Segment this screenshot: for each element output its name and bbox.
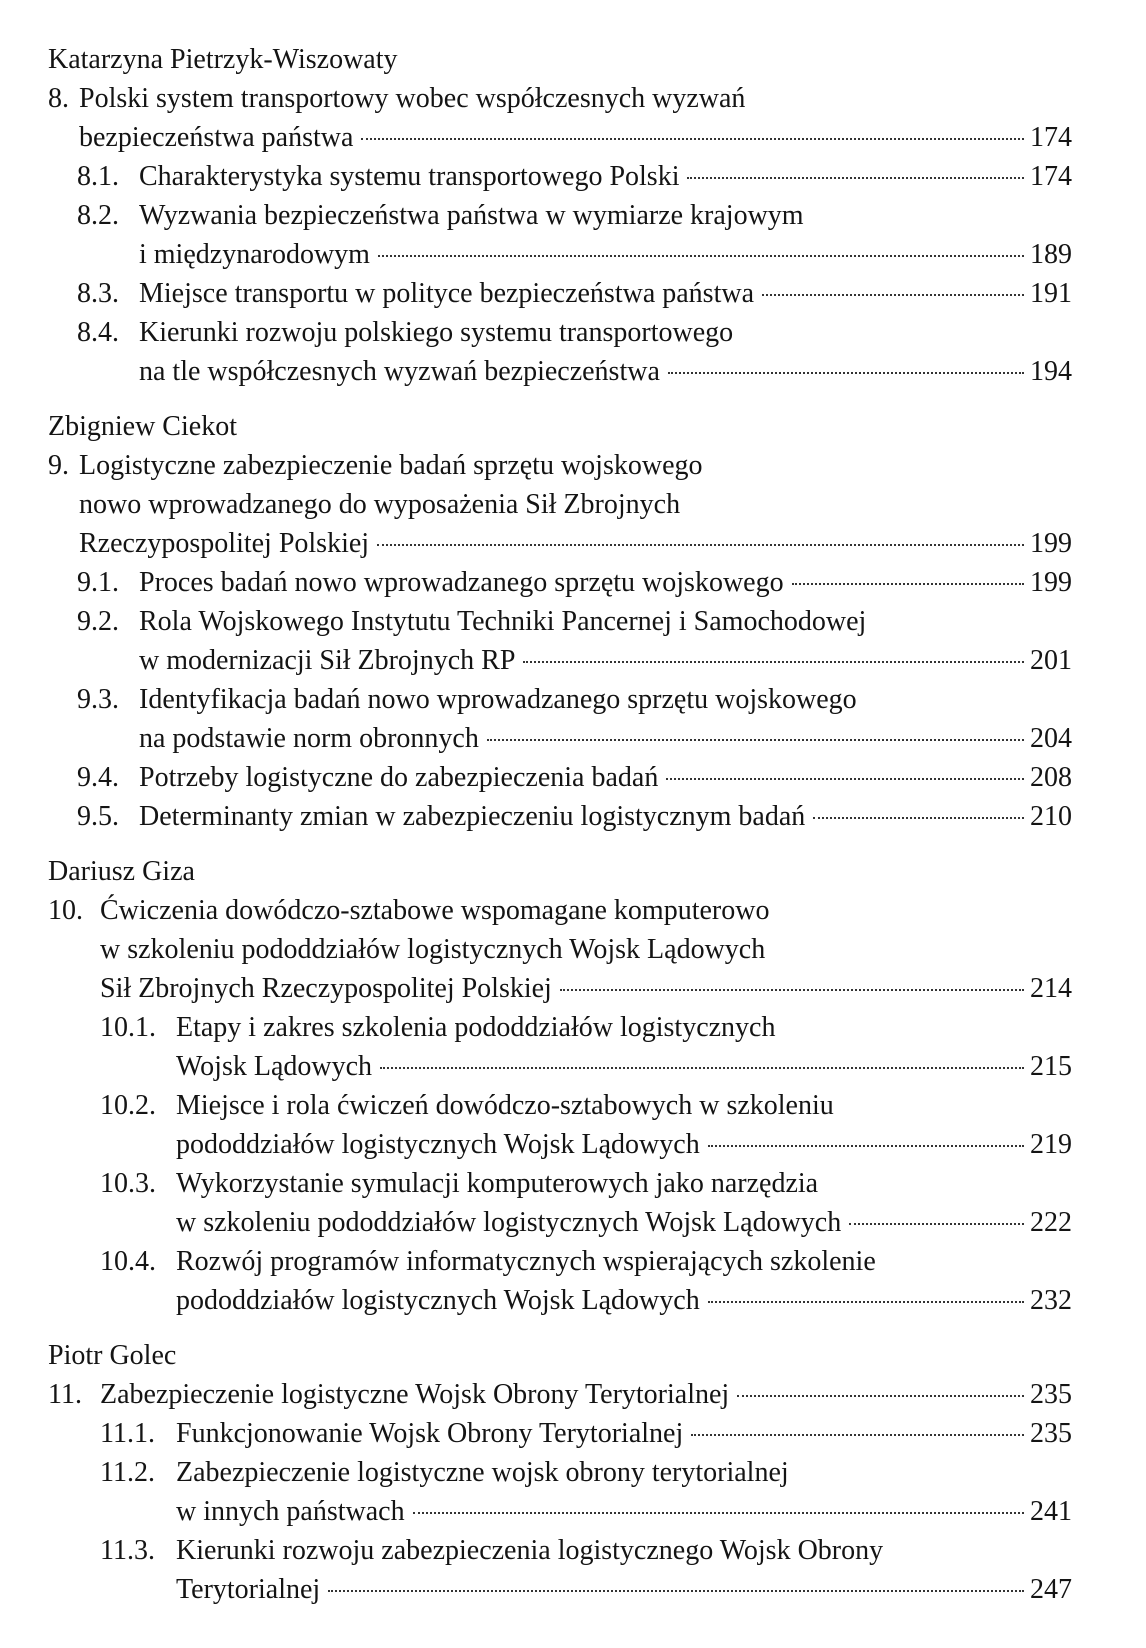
entry-number: 8. bbox=[48, 83, 69, 114]
entry-number: 10. bbox=[48, 895, 83, 926]
entry-title-line: Rzeczypospolitej Polskiej bbox=[79, 528, 370, 559]
dot-leader bbox=[737, 1395, 1024, 1397]
entry-title-line: Terytorialnej bbox=[176, 1574, 321, 1605]
page-number: 219 bbox=[1030, 1129, 1072, 1160]
entry-number: 8.1. bbox=[77, 161, 119, 192]
entry-number: 9.3. bbox=[77, 684, 119, 715]
entry-number: 9.1. bbox=[77, 567, 119, 598]
chapter-author: Piotr Golec bbox=[48, 1340, 177, 1371]
dot-leader bbox=[380, 1067, 1024, 1069]
entry-number: 9. bbox=[48, 450, 69, 481]
entry-title-line: Wojsk Lądowych bbox=[176, 1051, 373, 1082]
entry-title-line: Etapy i zakres szkolenia pododdziałów logistycznych bbox=[176, 1012, 776, 1043]
entry-title-line: Zabezpieczenie logistyczne wojsk obrony terytorialnej bbox=[176, 1457, 789, 1488]
entry-title-line: Determinanty zmian w zabezpieczeniu logistycznym badań bbox=[139, 801, 806, 832]
toc-subchapter-entry[interactable] bbox=[100, 1164, 1072, 1242]
chapter-author: Dariusz Giza bbox=[48, 856, 195, 887]
dot-leader bbox=[666, 778, 1024, 780]
page-number: 174 bbox=[1030, 161, 1072, 192]
entry-number: 9.4. bbox=[77, 762, 119, 793]
entry-title-line: Miejsce i rola ćwiczeń dowódczo-sztabowych w szkoleniu bbox=[176, 1090, 834, 1121]
entry-title-line: na tle współczesnych wyzwań bezpieczeństwa bbox=[139, 356, 660, 387]
entry-title-line: Logistyczne zabezpieczenie badań sprzętu wojskowego bbox=[79, 450, 703, 481]
toc-subchapter-entry[interactable] bbox=[100, 1086, 1072, 1164]
dot-leader bbox=[691, 1434, 1024, 1436]
entry-number: 9.5. bbox=[77, 801, 119, 832]
entry-number: 11.1. bbox=[100, 1418, 155, 1449]
dot-leader bbox=[708, 1145, 1024, 1147]
page-number: 189 bbox=[1030, 239, 1072, 270]
toc-subchapter-entry[interactable] bbox=[77, 602, 1072, 680]
entry-title-line: i międzynarodowym bbox=[139, 239, 370, 270]
dot-leader bbox=[560, 989, 1024, 991]
toc-section bbox=[48, 852, 1072, 1320]
page-number: 235 bbox=[1030, 1418, 1072, 1449]
page-number: 199 bbox=[1030, 567, 1072, 598]
toc-section bbox=[48, 1336, 1072, 1609]
entry-title-line: w innych państwach bbox=[176, 1496, 405, 1527]
dot-leader bbox=[328, 1590, 1024, 1592]
entry-number: 11. bbox=[48, 1379, 82, 1410]
dot-leader bbox=[668, 372, 1024, 374]
toc-subchapter-entry[interactable] bbox=[77, 680, 1072, 758]
entry-title-line: Proces badań nowo wprowadzanego sprzętu wojskowego bbox=[139, 567, 784, 598]
page-number: 215 bbox=[1030, 1051, 1072, 1082]
entry-title-line: Wykorzystanie symulacji komputerowych jako narzędzia bbox=[176, 1168, 819, 1199]
dot-leader bbox=[687, 177, 1024, 179]
toc-subchapter-entry[interactable] bbox=[100, 1531, 1072, 1609]
toc-subchapter-entry[interactable] bbox=[77, 758, 1072, 797]
chapter-author: Katarzyna Pietrzyk-Wiszowaty bbox=[48, 44, 398, 75]
toc-subchapter-entry[interactable] bbox=[100, 1008, 1072, 1086]
toc-subchapter-entry[interactable] bbox=[77, 563, 1072, 602]
toc-subchapter-entry[interactable] bbox=[77, 157, 1072, 196]
toc-subchapter-entry[interactable] bbox=[100, 1453, 1072, 1531]
dot-leader bbox=[377, 544, 1024, 546]
entry-title-line: pododdziałów logistycznych Wojsk Lądowych bbox=[176, 1129, 700, 1160]
entry-number: 10.3. bbox=[100, 1168, 156, 1199]
entry-number: 8.3. bbox=[77, 278, 119, 309]
toc-subchapter-entry[interactable] bbox=[77, 274, 1072, 313]
dot-leader bbox=[487, 739, 1024, 741]
entry-title-line: Ćwiczenia dowódczo-sztabowe wspomagane komputerowo bbox=[100, 895, 770, 926]
entry-title-line: Miejsce transportu w polityce bezpieczeństwa państwa bbox=[139, 278, 755, 309]
entry-title-line: Kierunki rozwoju zabezpieczenia logistycznego Wojsk Obrony bbox=[176, 1535, 884, 1566]
dot-leader bbox=[762, 294, 1024, 296]
chapter-author: Zbigniew Ciekot bbox=[48, 411, 237, 442]
toc-subchapter-entry[interactable] bbox=[77, 313, 1072, 391]
entry-number: 10.1. bbox=[100, 1012, 156, 1043]
toc-subchapter-entry[interactable] bbox=[77, 797, 1072, 836]
dot-leader bbox=[523, 661, 1024, 663]
entry-title-line: Rola Wojskowego Instytutu Techniki Pancernej i Samochodowej bbox=[139, 606, 867, 637]
entry-title-line: na podstawie norm obronnych bbox=[139, 723, 479, 754]
entry-title-line: nowo wprowadzanego do wyposażenia Sił Zbrojnych bbox=[79, 489, 681, 520]
entry-title-line: w szkoleniu pododdziałów logistycznych Wojsk Lądowych bbox=[176, 1207, 842, 1238]
entry-title-line: Sił Zbrojnych Rzeczypospolitej Polskiej bbox=[100, 973, 552, 1004]
entry-title-line: Charakterystyka systemu transportowego Polski bbox=[139, 161, 680, 192]
entry-title-line: Identyfikacja badań nowo wprowadzanego sprzętu wojskowego bbox=[139, 684, 857, 715]
toc-section bbox=[48, 407, 1072, 836]
dot-leader bbox=[813, 817, 1024, 819]
page-number: 208 bbox=[1030, 762, 1072, 793]
toc-chapter-entry[interactable] bbox=[48, 1375, 1072, 1414]
toc-subchapter-entry[interactable] bbox=[77, 196, 1072, 274]
entry-number: 8.4. bbox=[77, 317, 119, 348]
entry-title-line: Rozwój programów informatycznych wspierających szkolenie bbox=[176, 1246, 876, 1277]
entry-title-line: Zabezpieczenie logistyczne Wojsk Obrony Terytorialnej bbox=[100, 1379, 730, 1410]
entry-number: 8.2. bbox=[77, 200, 119, 231]
page-number: 247 bbox=[1030, 1574, 1072, 1605]
table-of-contents bbox=[48, 40, 1072, 1609]
dot-leader bbox=[361, 138, 1024, 140]
toc-chapter-entry[interactable] bbox=[48, 891, 1072, 1008]
dot-leader bbox=[378, 255, 1024, 257]
entry-title-line: pododdziałów logistycznych Wojsk Lądowych bbox=[176, 1285, 700, 1316]
page-number: 241 bbox=[1030, 1496, 1072, 1527]
dot-leader bbox=[413, 1512, 1024, 1514]
entry-number: 10.4. bbox=[100, 1246, 156, 1277]
entry-title-line: Potrzeby logistyczne do zabezpieczenia badań bbox=[139, 762, 659, 793]
entry-number: 11.2. bbox=[100, 1457, 155, 1488]
toc-chapter-entry[interactable] bbox=[48, 446, 1072, 563]
page-number: 214 bbox=[1030, 973, 1072, 1004]
entry-title-line: Polski system transportowy wobec współczesnych wyzwań bbox=[79, 83, 746, 114]
entry-title-line: bezpieczeństwa państwa bbox=[79, 122, 354, 153]
page-number: 194 bbox=[1030, 356, 1072, 387]
page-number: 222 bbox=[1030, 1207, 1072, 1238]
entry-title-line: w modernizacji Sił Zbrojnych RP bbox=[139, 645, 516, 676]
entry-number: 9.2. bbox=[77, 606, 119, 637]
toc-chapter-entry[interactable] bbox=[48, 79, 1072, 157]
entry-number: 10.2. bbox=[100, 1090, 156, 1121]
entry-title-line: Wyzwania bezpieczeństwa państwa w wymiarze krajowym bbox=[139, 200, 804, 231]
page-number: 201 bbox=[1030, 645, 1072, 676]
page-number: 232 bbox=[1030, 1285, 1072, 1316]
toc-subchapter-entry[interactable] bbox=[100, 1242, 1072, 1320]
page-number: 199 bbox=[1030, 528, 1072, 559]
entry-title-line: w szkoleniu pododdziałów logistycznych Wojsk Lądowych bbox=[100, 934, 766, 965]
entry-number: 11.3. bbox=[100, 1535, 155, 1566]
page-number: 210 bbox=[1030, 801, 1072, 832]
page-number: 191 bbox=[1030, 278, 1072, 309]
toc-subchapter-entry[interactable] bbox=[100, 1414, 1072, 1453]
page-number: 204 bbox=[1030, 723, 1072, 754]
entry-title-line: Kierunki rozwoju polskiego systemu transportowego bbox=[139, 317, 734, 348]
page-number: 235 bbox=[1030, 1379, 1072, 1410]
dot-leader bbox=[792, 583, 1024, 585]
entry-title-line: Funkcjonowanie Wojsk Obrony Terytorialnej bbox=[176, 1418, 684, 1449]
toc-section bbox=[48, 40, 1072, 391]
dot-leader bbox=[849, 1223, 1024, 1225]
page-number: 174 bbox=[1030, 122, 1072, 153]
dot-leader bbox=[708, 1301, 1024, 1303]
